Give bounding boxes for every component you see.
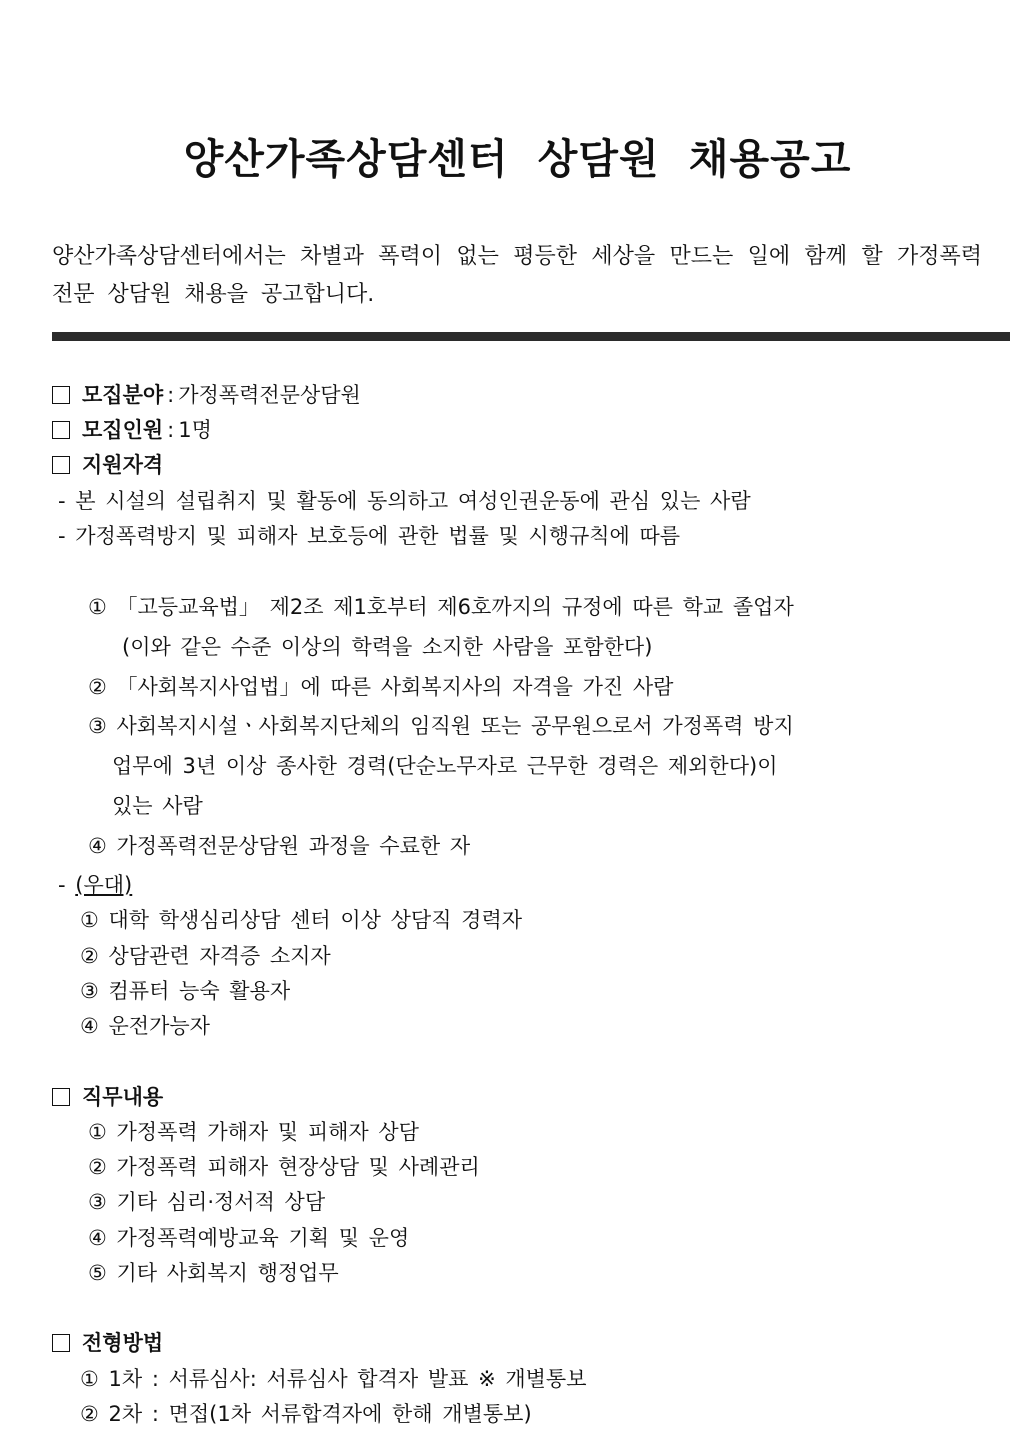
duties-heading xyxy=(52,1082,163,1112)
qualification-item: ② 「사회복지사업법」에 따른 사회복지사의 자격을 가진 사람 xyxy=(88,675,674,699)
selection-item: ② 2차 : 면접(1차 서류합격자에 한해 개별통보) xyxy=(80,1402,532,1426)
recruit-count-label: 모집인원 xyxy=(82,418,164,442)
preference-item: ① 대학 학생심리상담 센터 이상 상담직 경력자 xyxy=(80,908,523,932)
preference-label: (우대) xyxy=(75,873,133,897)
qualification-item-note: (이와 같은 수준 이상의 학력을 소지한 사람을 포함한다) xyxy=(122,635,653,659)
recruit-count-row: 모집인원 : 1명 xyxy=(52,415,212,445)
document-title: 양산가족상담센터 상담원 채용공고 xyxy=(183,135,852,183)
preference-heading xyxy=(58,870,132,900)
duties-label: 직무내용 xyxy=(82,1085,164,1109)
qualification-bullet: - 가정폭력방지 및 피해자 보호등에 관한 법률 및 시행규칙에 따름 xyxy=(58,524,681,548)
recruit-field-label: 모집분야 xyxy=(82,383,164,407)
qualification-item: ① 「고등교육법」 제2조 제1호부터 제6호까지의 규정에 따른 학교 졸업자 xyxy=(88,595,794,619)
qualification-bullet: - 본 시설의 설립취지 및 활동에 동의하고 여성인권운동에 관심 있는 사람 xyxy=(58,489,751,513)
intro-paragraph: 양산가족상담센터에서는 차별과 폭력이 없는 평등한 세상을 만드는 일에 함께 할 가정폭력전문 상담원 채용을 공고합니다. xyxy=(52,244,982,307)
section-divider xyxy=(52,332,1010,341)
duty-item: ⑤ 기타 사회복지 행정업무 xyxy=(88,1261,339,1285)
checkbox-square-icon xyxy=(52,456,70,474)
qualification-item: ③ 사회복지시설ㆍ사회복지단체의 임직원 또는 공무원으로서 가정폭력 방지 xyxy=(88,714,794,738)
recruit-count-value: 1명 xyxy=(178,418,212,442)
duty-item: ② 가정폭력 피해자 현장상담 및 사례관리 xyxy=(88,1155,480,1179)
selection-label: 전형방법 xyxy=(82,1331,164,1355)
preference-item: ② 상담관련 자격증 소지자 xyxy=(80,944,331,968)
duty-item: ④ 가정폭력예방교육 기획 및 운영 xyxy=(88,1226,410,1250)
preference-item: ③ 컴퓨터 능숙 활용자 xyxy=(80,979,291,1003)
qualification-heading xyxy=(52,450,163,480)
qualification-item: ④ 가정폭력전문상담원 과정을 수료한 자 xyxy=(88,834,471,858)
qualification-item-continued: 업무에 3년 이상 종사한 경력(단순노무자로 근무한 경력은 제외한다)이 xyxy=(112,754,778,778)
preference-item: ④ 운전가능자 xyxy=(80,1014,210,1038)
checkbox-square-icon xyxy=(52,421,70,439)
checkbox-square-icon xyxy=(52,1088,70,1106)
recruit-field-row: 모집분야 : 가정폭력전문상담원 xyxy=(52,380,361,410)
selection-item: ① 1차 : 서류심사: 서류심사 합격자 발표 ※ 개별통보 xyxy=(80,1367,587,1391)
checkbox-square-icon xyxy=(52,386,70,404)
preference-dash: - xyxy=(58,873,66,897)
qualification-label: 지원자격 xyxy=(82,453,164,477)
selection-heading xyxy=(52,1328,163,1358)
recruit-field-value: 가정폭력전문상담원 xyxy=(178,383,361,407)
qualification-item-continued: 있는 사람 xyxy=(112,794,203,818)
duty-item: ① 가정폭력 가해자 및 피해자 상담 xyxy=(88,1120,419,1144)
checkbox-square-icon xyxy=(52,1334,70,1352)
duty-item: ③ 기타 심리·정서적 상담 xyxy=(88,1190,326,1214)
